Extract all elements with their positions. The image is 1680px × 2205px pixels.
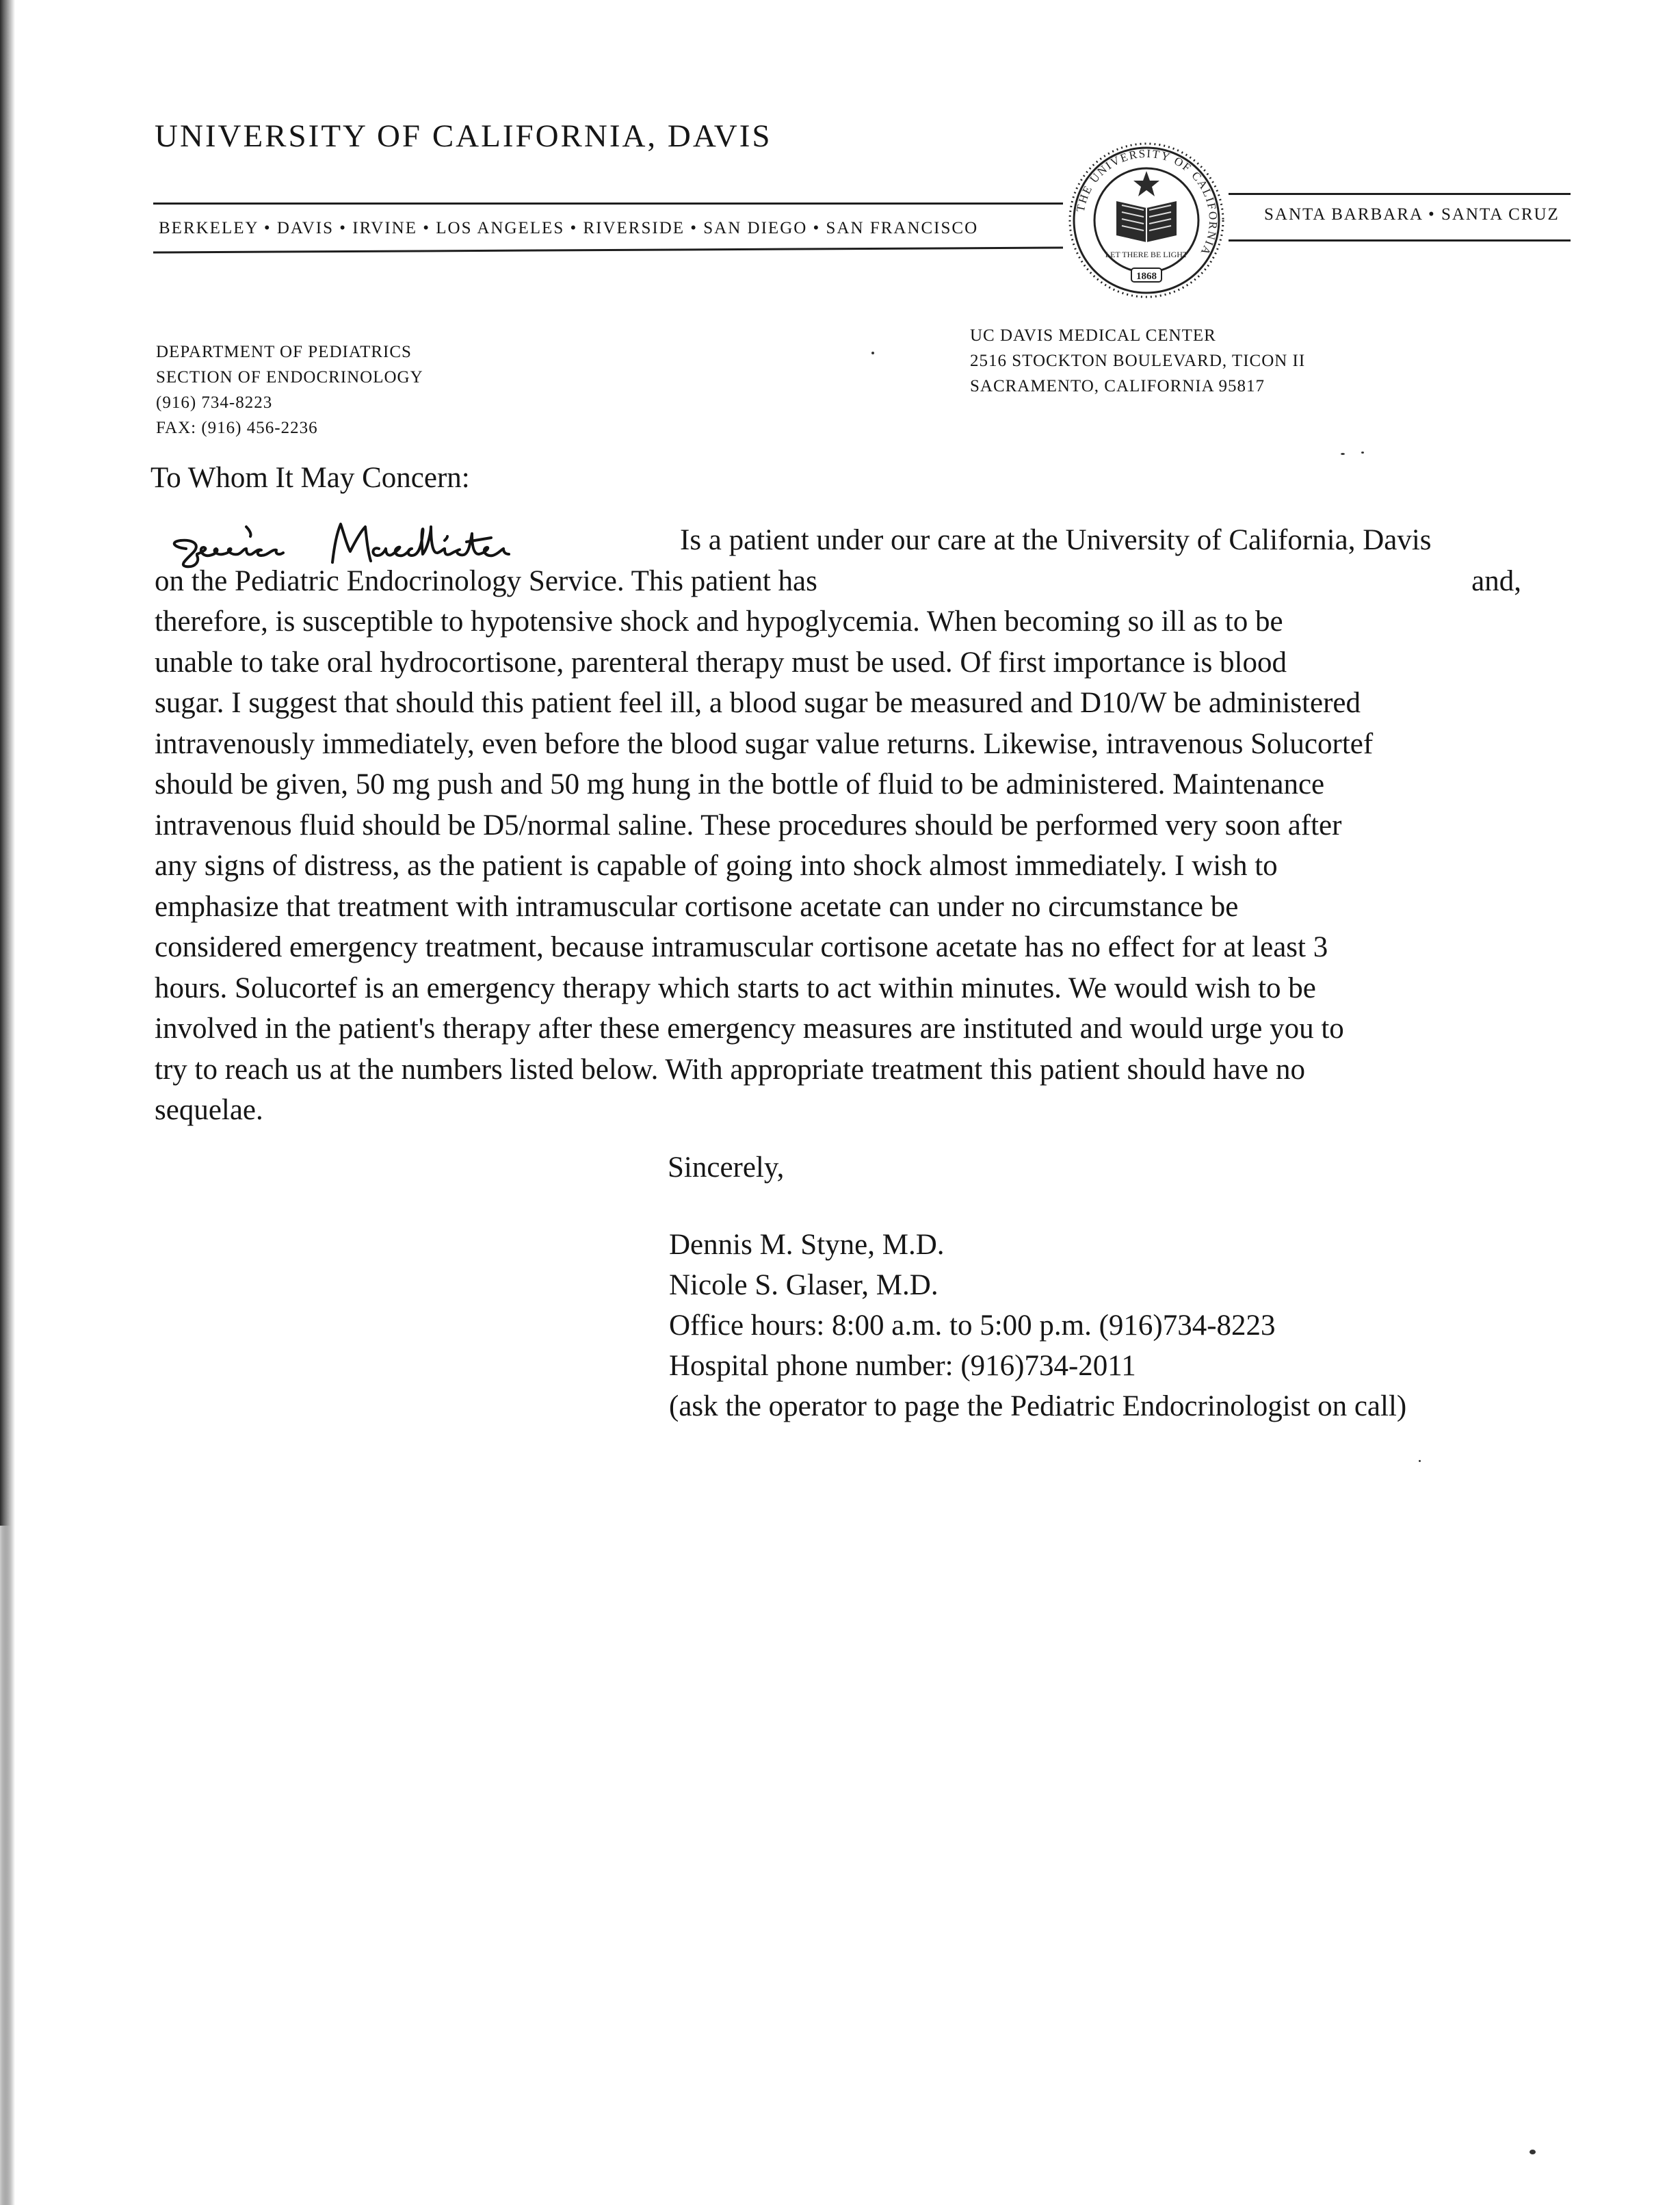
- body-line: try to reach us at the numbers listed below. With appropriate treatment this patient should have no: [155, 1053, 1305, 1086]
- closing: Sincerely,: [668, 1151, 785, 1184]
- body-line: sequelae.: [155, 1094, 263, 1126]
- university-seal: [1067, 141, 1226, 300]
- letterhead-rule-bottom-left: [153, 247, 1063, 254]
- book-icon: [1116, 201, 1177, 242]
- body-line: unable to take oral hydrocortisone, parenteral therapy must be used. Of first importance is blood: [155, 646, 1287, 679]
- letterhead-rule-bottom-right: [1229, 239, 1571, 242]
- medical-center-name: UC DAVIS MEDICAL CENTER: [970, 326, 1216, 345]
- letterhead-rule-top-right: [1229, 193, 1571, 195]
- medical-center-city: SACRAMENTO, CALIFORNIA 95817: [970, 377, 1265, 395]
- body-line-1: Is a patient under our care at the University of California, Davis: [680, 524, 1432, 556]
- body-line: therefore, is susceptible to hypotensive shock and hypoglycemia. When becoming so ill as to be: [155, 605, 1283, 638]
- doctor-name-1: Dennis M. Styne, M.D.: [669, 1229, 945, 1261]
- department-fax: FAX: (916) 456-2236: [156, 419, 318, 437]
- body-line: hours. Solucortef is an emergency therapy which starts to act within minutes. We would wish to be: [155, 971, 1316, 1004]
- department-section: SECTION OF ENDOCRINOLOGY: [156, 368, 423, 387]
- body-line: considered emergency treatment, because intramuscular cortisone acetate has no effect for at least 3: [155, 931, 1328, 963]
- body-line-2-left: on the Pediatric Endocrinology Service. This patient has: [155, 564, 817, 597]
- department-address: [156, 339, 423, 441]
- star-icon: [1133, 171, 1159, 196]
- scan-edge-shadow-lower: [0, 1526, 12, 2205]
- seal-motto: LET THERE BE LIGHT: [1105, 250, 1188, 259]
- body-line-2-right: and,: [1471, 564, 1521, 597]
- seal-year: 1868: [1136, 271, 1157, 282]
- department-name: DEPARTMENT OF PEDIATRICS: [156, 343, 412, 361]
- seal-outer-text: THE UNIVERSITY OF CALIFORNIA: [1073, 146, 1220, 259]
- campus-list-right: SANTA BARBARA • SANTA CRUZ: [1264, 205, 1560, 224]
- office-hours: Office hours: 8:00 a.m. to 5:00 p.m. (916)734-8223: [669, 1309, 1276, 1342]
- scan-speck: [1530, 2150, 1536, 2154]
- hospital-phone: Hospital phone number: (916)734-2011: [669, 1350, 1136, 1382]
- signature-block: [669, 1225, 1406, 1426]
- body-line: should be given, 50 mg push and 50 mg hung in the bottle of fluid to be administered. Maintenance: [155, 768, 1325, 800]
- body-line: involved in the patient's therapy after these emergency measures are instituted and would urge you to: [155, 1013, 1344, 1045]
- scan-speck: [1341, 453, 1345, 455]
- medical-center-street: 2516 STOCKTON BOULEVARD, TICON II: [970, 352, 1306, 370]
- operator-note: (ask the operator to page the Pediatric Endocrinologist on call): [669, 1390, 1407, 1422]
- letterhead-rule-top-left: [153, 203, 1063, 205]
- body-line: sugar. I suggest that should this patient feel ill, a blood sugar be measured and D10/W be administered: [155, 687, 1361, 719]
- letter-body: [155, 520, 1521, 1131]
- doctor-name-2: Nicole S. Glaser, M.D.: [669, 1269, 939, 1301]
- salutation: To Whom It May Concern:: [150, 462, 470, 494]
- body-line: intravenous fluid should be D5/normal saline. These procedures should be performed very soon after: [155, 809, 1342, 841]
- scan-speck: [1361, 452, 1364, 454]
- body-line: intravenously immediately, even before the blood sugar value returns. Likewise, intravenous Solucortef: [155, 727, 1374, 760]
- body-line-2: [155, 561, 1521, 602]
- university-title: UNIVERSITY OF CALIFORNIA, DAVIS: [155, 118, 772, 154]
- body-line: emphasize that treatment with intramuscular cortisone acetate can under no circumstance be: [155, 890, 1239, 923]
- department-phone: (916) 734-8223: [156, 393, 273, 412]
- body-line: any signs of distress, as the patient is capable of going into shock almost immediately. I wish to: [155, 850, 1278, 882]
- campus-list-left: BERKELEY • DAVIS • IRVINE • LOS ANGELES • RIVERSIDE • SAN DIEGO • SAN FRANCISCO: [159, 219, 979, 237]
- scan-speck: [871, 352, 874, 354]
- scan-speck: [1419, 1460, 1421, 1462]
- medical-center-address: [970, 323, 1305, 399]
